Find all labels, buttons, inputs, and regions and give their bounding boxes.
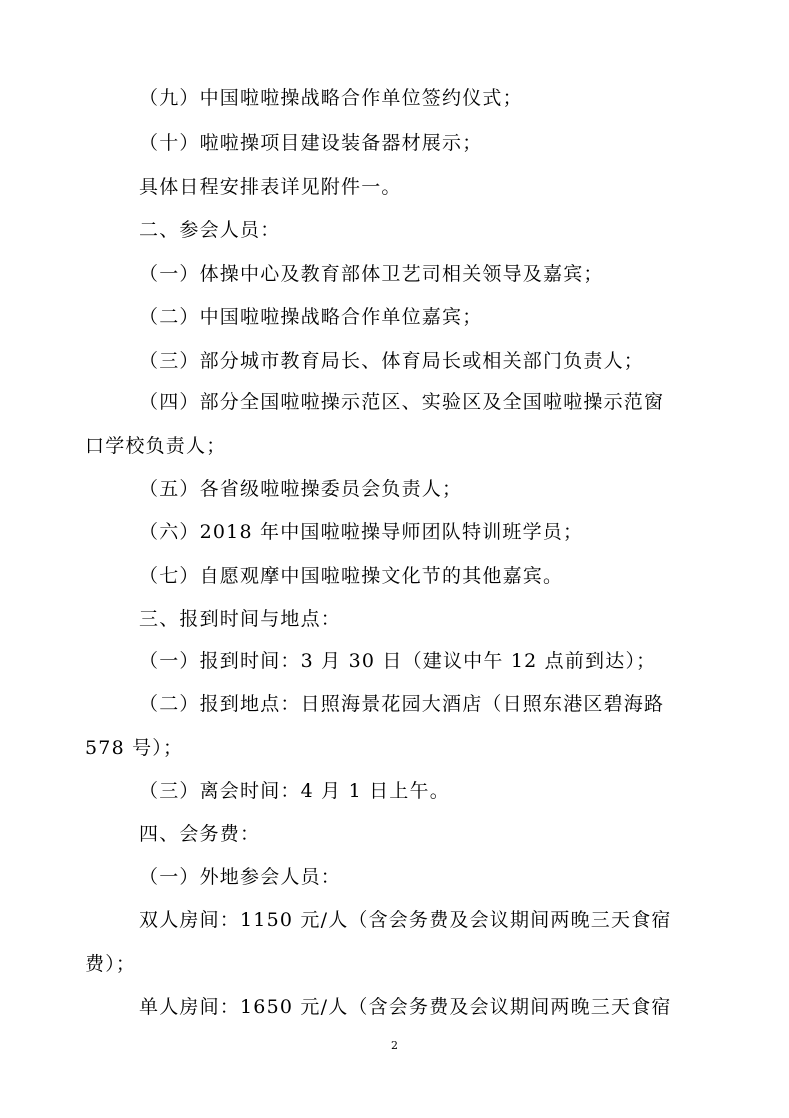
text-line: （十）啦啦操项目建设装备器材展示；	[139, 132, 483, 154]
text-line: 单人房间：1650 元/人（含会务费及会议期间两晚三天食宿	[139, 996, 672, 1018]
text-line: （七）自愿观摩中国啦啦操文化节的其他嘉宾。	[139, 565, 564, 587]
text-line: （一）外地参会人员：	[139, 866, 342, 888]
section-heading: 三、报到时间与地点：	[139, 608, 342, 630]
text-line: 具体日程安排表详见附件一。	[139, 176, 402, 198]
text-line: （三）离会时间：4 月 1 日上午。	[139, 780, 450, 802]
text-line: （六）2018 年中国啦啦操导师团队特训班学员；	[139, 521, 584, 543]
text-line: （二）报到地点：日照海景花园大酒店（日照东港区碧海路	[139, 693, 665, 715]
text-line: 口学校负责人；	[85, 435, 227, 457]
text-line: （三）部分城市教育局长、体育局长或相关部门负责人；	[139, 350, 645, 372]
page-number: 2	[391, 1039, 398, 1052]
text-line: （九）中国啦啦操战略合作单位签约仪式；	[139, 87, 523, 109]
text-line: （二）中国啦啦操战略合作单位嘉宾；	[139, 306, 483, 328]
section-heading: 二、参会人员：	[139, 219, 281, 241]
text-line: 双人房间：1150 元/人（含会务费及会议期间两晚三天食宿	[139, 909, 672, 931]
text-line: （一）报到时间：3 月 30 日（建议中午 12 点前到达）；	[139, 650, 657, 672]
text-line: （五）各省级啦啦操委员会负责人；	[139, 478, 463, 500]
text-line: 578 号）；	[85, 737, 184, 759]
section-heading: 四、会务费：	[139, 823, 261, 845]
text-line: （四）部分全国啦啦操示范区、实验区及全国啦啦操示范窗	[139, 391, 665, 413]
text-line: 费）；	[85, 953, 137, 975]
text-line: （一）体操中心及教育部体卫艺司相关领导及嘉宾；	[139, 263, 604, 285]
